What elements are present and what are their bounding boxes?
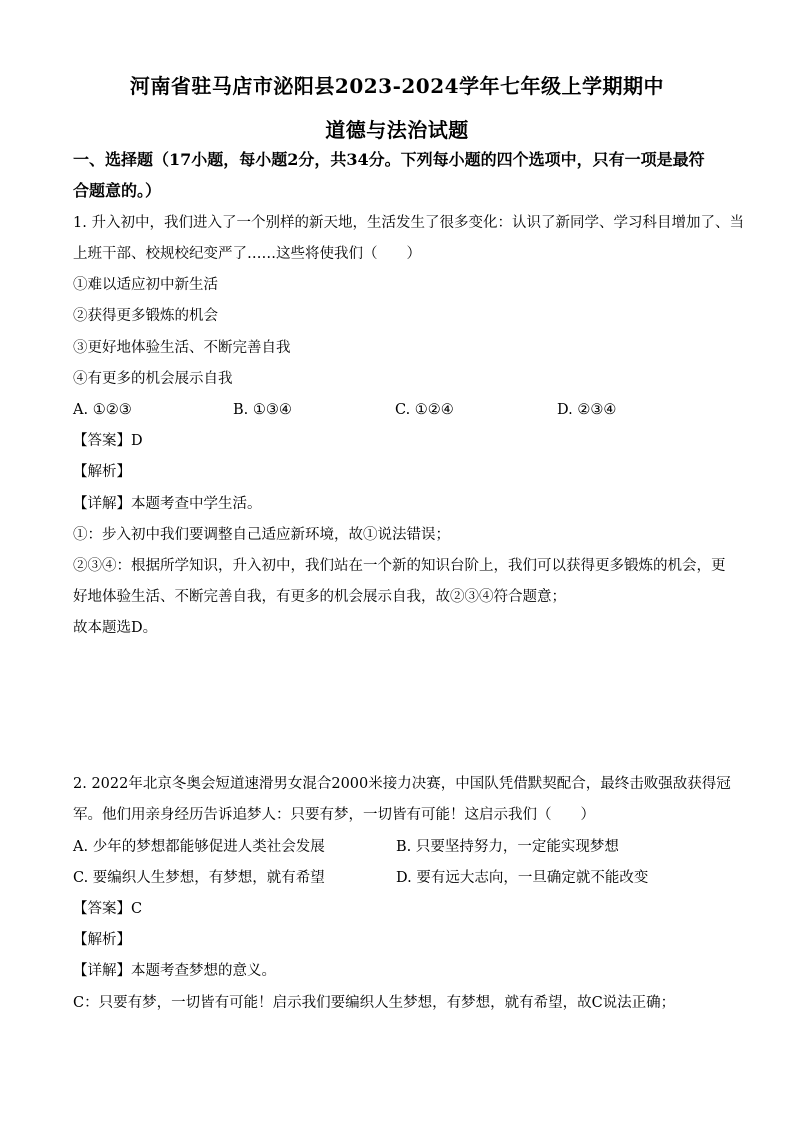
q2-stem-line-1: 2. 2022年北京冬奥会短道速滑男女混合2000米接力决赛，中国队凭借默契配合，最终击败强敌获得冠 (73, 776, 731, 792)
q1-option-a: A. ①②③ (73, 402, 132, 418)
q1-explanation-1: ①：步入初中我们要调整自己适应新环境，故①说法错误； (73, 527, 450, 543)
title-line-1: 河南省驻马店市泌阳县2023-2024学年七年级上学期期中 (129, 74, 665, 98)
q1-option-d: D. ②③④ (557, 402, 617, 418)
q2-option-b: B. 只要坚持努力，一定能实现梦想 (396, 839, 619, 855)
q1-item-4: ④有更多的机会展示自我 (73, 371, 233, 387)
q1-answer: 【答案】D (73, 433, 143, 449)
q2-stem-line-2: 军。他们用亲身经历告诉追梦人：只要有梦，一切皆有可能！这启示我们（ ） (73, 807, 595, 823)
title-line-2: 道德与法治试题 (325, 118, 469, 142)
q1-explanation-2-line-1: ②③④：根据所学知识，升入初中，我们站在一个新的知识台阶上，我们可以获得更多锻炼的机会，更 (73, 558, 726, 574)
q1-analysis-label: 【解析】 (73, 464, 131, 480)
q2-option-c: C. 要编织人生梦想，有梦想，就有希望 (73, 870, 325, 886)
q2-explanation-1: C：只要有梦，一切皆有可能！启示我们要编织人生梦想，有梦想，就有希望，故C说法正确； (73, 995, 676, 1011)
q1-item-3: ③更好地体验生活、不断完善自我 (73, 340, 291, 356)
q1-explanation-2-line-2: 好地体验生活、不断完善自我，有更多的机会展示自我，故②③④符合题意； (73, 589, 566, 605)
q1-item-1: ①难以适应初中新生活 (73, 277, 218, 293)
q2-analysis-label: 【解析】 (73, 932, 131, 948)
q1-conclusion: 故本题选D。 (73, 620, 158, 636)
q1-option-b: B. ①③④ (233, 402, 292, 418)
q1-stem-line-2: 上班干部、校规校纪变严了……这些将使我们（ ） (73, 246, 421, 262)
q2-option-a: A. 少年的梦想都能够促进人类社会发展 (73, 839, 325, 855)
q1-option-c: C. ①②④ (395, 402, 454, 418)
q1-stem-line-1: 1. 升入初中，我们进入了一个别样的新天地，生活发生了很多变化：认识了新同学、学习科目增加了、当 (73, 215, 744, 231)
q2-detail: 【详解】本题考查梦想的意义。 (73, 963, 276, 979)
q2-option-d: D. 要有远大志向，一旦确定就不能改变 (396, 870, 649, 886)
section-heading-line-1: 一、选择题（17小题，每小题2分，共34分。下列每小题的四个选项中，只有一项是最符 (73, 150, 705, 169)
q1-item-2: ②获得更多锻炼的机会 (73, 308, 218, 324)
section-heading-line-2: 合题意的。） (73, 181, 162, 200)
q1-detail: 【详解】本题考查中学生活。 (73, 496, 262, 512)
q2-answer: 【答案】C (73, 901, 143, 917)
